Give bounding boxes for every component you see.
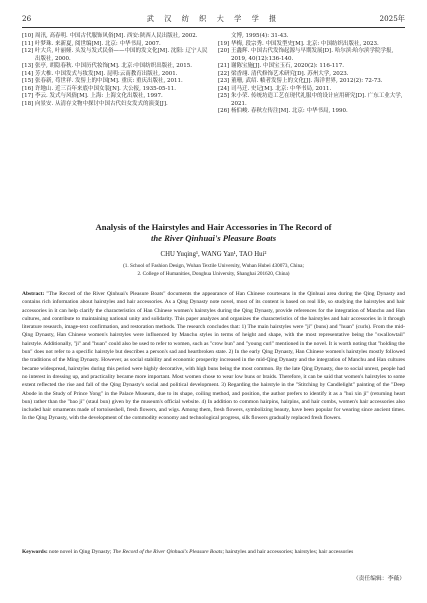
reference-item: [25] 朱小荣. 传统坊造工艺在现代礼服中的设计应用研究[D]. 广东工业大学, 2021. — [218, 93, 403, 107]
page-number: 26 — [22, 14, 32, 23]
journal-name: 武 汉 纺 织 大 学 学 报 — [146, 14, 281, 23]
keywords — [22, 548, 405, 556]
reference-item: [13] 张亭, 胡隐春秋. 中国历代妆饰[M]. 北京:中国纺织出版社, 2015. — [22, 63, 193, 70]
english-title — [30, 222, 397, 244]
keywords-text-start: note novel in Qing Dynasty; — [47, 549, 113, 555]
keywords-book-title: The Record of the River Qinhuai's Pleasure Boats — [112, 549, 223, 555]
reference-item: [22] 梁香翊. 清代修饰艺术研究[D]. 苏州大学, 2023. — [218, 70, 349, 77]
header-rule — [22, 27, 405, 28]
reference-item: [24] 司马迁. 史记[M]. 北京: 中华书局, 2011. — [218, 85, 332, 92]
reference-item: [19] 华梅, 段宗秀. 中国发型史[M]. 北京: 中国纺织出版社, 2023. — [218, 40, 379, 47]
reference-item: [14] 芳大椎. 中国发式与妆发[M]. 昆明:云南教育出版社, 2001. — [22, 70, 178, 77]
affiliations — [30, 262, 397, 278]
affiliation-1: (1. School of Fashion Design, Wuhan Textile University, Wuhan Hubei 430073, China; — [123, 263, 304, 269]
author-list: CHU Yuqing¹, WANG Yan¹, TAO Hui² — [160, 251, 267, 258]
reference-item: [15] 张春新, 苟世祥. 发髻上的中国[M]. 重庆: 重庆出版社, 2011. — [22, 78, 183, 85]
running-header — [22, 13, 405, 25]
reference-item: [20] 王鑫辉. 中国古代发饰起源与早期发展[D]. 哈尔滨:哈尔滨学院学报, 2019, 40(12):136-140. — [218, 48, 394, 62]
reference-list-right — [218, 33, 404, 116]
reference-item: [26] 杨伯峻. 春秋左传注[M]. 北京: 中华书局, 1990. — [218, 108, 348, 115]
reference-item: [17] 李云. 发式与风俗[M]. 上海: 上海文化出版社, 1997. — [22, 93, 163, 100]
responsible-editor: （责任编辑：李薇） — [352, 576, 405, 582]
english-abstract — [22, 290, 405, 423]
abstract-label: Abstract: — [22, 291, 45, 297]
reference-item: [16] 许地山. 近三百年来底中国女装[N]. 大公报, 1935-05-11. — [22, 85, 177, 92]
publication-year: 2025年 — [379, 14, 405, 23]
english-title-line-1: Analysis of the Hairstyles and Hair Accessories in The Record of — [95, 222, 332, 232]
abstract-text: "The Record of the River Qinhuai's Pleasure Boats" documents the appearance of Han Chinese courtesans in the Qinhuai area during the Qing Dynasty and contains rich information about hairstyles and hair accessories. As a Qing Dynasty note novel, most of its content is based on real life, so studying the hairstyles and hair accessories in it can help clarify the characteristics of Han Chinese women's hairstyles during the Qing Dynasty, provide references for the integration of Manchu and Han cultures, and contribute to maintaining national unity and solidarity. This paper analyzes and organizes the characteristics of the hairstyles and hair accessories in it through literature research, image-text confirmation, and restoration methods. The research concludes that: 1) The main hairstyles were "ji" (buns) and "huan" (curls). From the mid-Qing Dynasty, Han Chinese women's hairstyles were influenced by Manchu styles in terms of height and shape, with the most representative being the "swallowtail" hairstyle. Additionally, "ji" and "huan" could also be used to refer to women, such as "crow bun" and "young curl" mentioned in the novel. It is worth noting that "holding the bun" does not refer to a specific hairstyle but describes a person's sad and heartbroken state. 2) In the early Qing Dynasty, Han Chinese women's hairstyles mostly followed the traditions of the Ming Dynasty. However, as social stability and economic prosperity increased in the mid-Qing Dynasty and the integration of Manchu and Han cultures became widespread, hairstyles during this period were highly decorative, with high buns being the most common. By the late Qing Dynasty, due to social unrest, people had no interest in dressing up, and practicality became more important. Most women chose to wear low buns or braids. Therefore, it can be said that women's hairstyles to some extent reflected the rise and fall of the Qing Dynasty's social and political development. 3) Regarding the hairstyle in the "Stitching by Candlelight" painting of the "Deep Abode in the Study of Prince Yong" in the Palace Museum, due to its shape, coiling method, and position, the author prefers to identify it as a "hui xin ji" (returning heart bun) rather than the "bao ji" (staul bun) given by the museum's official website. 4) In addition to common hairpins, hairpins, and hair combs, women's hair accessories also included hair ornaments made of tortoiseshell, fresh flowers, and wigs. Among them, fresh flowers, symbolizing beauty, have been popular for wearing since ancient times. In the Qing Dynasty, with the development of the commodity economy and technological progress, silk flowers gradually replaced fresh flowers. — [22, 291, 405, 422]
keywords-label: Keywords: — [22, 549, 48, 555]
reference-item: [23] 董珊, 武绍. 帻者发髻上的文化[J]. 海洋世界, 2012(2): 72-73. — [218, 78, 383, 85]
reference-item: [21] 谢陈宝施[J]. 中国宝玉石, 2020(2): 116-117. — [218, 63, 344, 70]
reference-list-left — [22, 33, 208, 108]
reference-item: 文博, 1995(4): 31-43. — [231, 33, 289, 39]
affiliation-2: 2. College of Humanities, Donghua University, Shanghai 201620, China) — [137, 271, 290, 277]
keywords-text-end: ; hairstyles and hair accessories; hairstyles; hair accessories — [222, 549, 354, 555]
reference-item: [11] 叶梦珠. 来新夏, 阅世编[M]. 北京: 中华书局, 2007. — [22, 40, 161, 47]
english-title-line-2: the River Qinhuai's Pleasure Boats — [150, 233, 277, 243]
reference-item: [12] 叶大兵, 叶丽娅. 头发与发式民俗——中国的发文化[M]. 沈阳: 辽宁人民出版社, 2000. — [22, 48, 208, 62]
reference-item: [10] 周汛, 高春明. 中国古代服饰风俗[M]. 西安:陕西人民出版社, 2002. — [22, 33, 198, 39]
reference-item: [18] 向景安. 从清存文物中探讨中国古代妇女发式的演变[J]. — [22, 100, 168, 107]
